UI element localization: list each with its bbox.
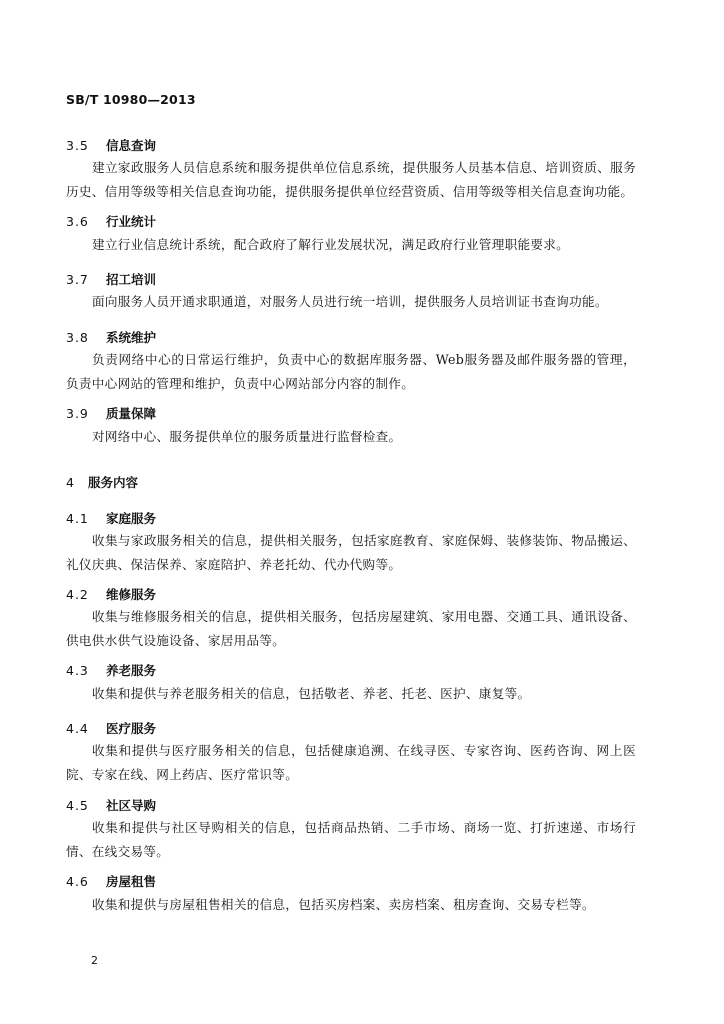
section-title: 行业统计 xyxy=(106,214,157,229)
section-number: 4.1 xyxy=(66,511,89,526)
section-body-3-6: 建立行业信息统计系统，配合政府了解行业发展状况，满足政府行业管理职能要求。 xyxy=(92,237,570,252)
section-number: 4.2 xyxy=(66,587,89,602)
section-heading-4-2 xyxy=(66,585,156,603)
section-body-3-5: 建立家政服务人员信息系统和服务提供单位信息系统，提供服务人员基本信息、培训资质、服务历史、信用等级等相关信息查询功能，提供服务提供单位经营资质、信用等级等相关信息查询功能。 xyxy=(66,160,636,199)
section-body-4-2: 收集与维修服务相关的信息，提供相关服务，包括房屋建筑、家用电器、交通工具、通讯设备、供电供水供气设施设备、家居用品等。 xyxy=(66,609,636,648)
section-number: 4 xyxy=(66,475,75,490)
section-title: 家庭服务 xyxy=(106,511,157,526)
section-number: 3.6 xyxy=(66,214,89,229)
section-title: 养老服务 xyxy=(106,663,157,678)
section-number: 4.5 xyxy=(66,798,89,813)
section-heading-3-9 xyxy=(66,404,156,422)
section-number: 3.7 xyxy=(66,272,89,287)
section-heading-3-6 xyxy=(66,212,156,230)
section-title: 医疗服务 xyxy=(106,721,157,736)
section-body-3-8: 负责网络中心的日常运行维护，负责中心的数据库服务器、Web服务器及邮件服务器的管理，负责中心网站的管理和维护，负责中心网站部分内容的制作。 xyxy=(66,352,636,391)
section-title: 服务内容 xyxy=(88,475,139,490)
section-body-4-5: 收集和提供与社区导购相关的信息，包括商品热销、二手市场、商场一览、打折速递、市场行情、在线交易等。 xyxy=(66,820,636,859)
section-title: 信息查询 xyxy=(106,138,157,153)
section-number: 4.4 xyxy=(66,721,89,736)
section-title: 维修服务 xyxy=(106,587,157,602)
section-number: 4.6 xyxy=(66,874,89,889)
section-title: 房屋租售 xyxy=(106,874,157,889)
section-body-3-7: 面向服务人员开通求职通道，对服务人员进行统一培训，提供服务人员培训证书查询功能。 xyxy=(92,294,608,309)
section-heading-4-6 xyxy=(66,872,156,890)
section-body-4-3: 收集和提供与养老服务相关的信息，包括敬老、养老、托老、医护、康复等。 xyxy=(92,686,531,701)
section-title: 系统维护 xyxy=(106,330,157,345)
section-number: 3.9 xyxy=(66,406,89,421)
section-heading-4-4 xyxy=(66,719,156,737)
section-title: 质量保障 xyxy=(106,406,157,421)
section-number: 4.3 xyxy=(66,663,89,678)
section-number: 3.8 xyxy=(66,330,89,345)
section-number: 3.5 xyxy=(66,138,89,153)
section-heading-4-3 xyxy=(66,661,156,679)
section-title: 社区导购 xyxy=(106,798,157,813)
section-body-4-1: 收集与家政服务相关的信息，提供相关服务，包括家庭教育、家庭保姆、装修装饰、物品搬运、礼仪庆典、保洁保养、家庭陪护、养老托幼、代办代购等。 xyxy=(66,533,636,572)
section-heading-3-8 xyxy=(66,328,156,346)
chapter-heading-4 xyxy=(66,473,138,491)
section-body-4-6: 收集和提供与房屋租售相关的信息，包括买房档案、卖房档案、租房查询、交易专栏等。 xyxy=(92,897,595,912)
page-number: 2 xyxy=(91,954,98,967)
section-body-4-4: 收集和提供与医疗服务相关的信息，包括健康追溯、在线寻医、专家咨询、医药咨询、网上医院、专家在线、网上药店、医疗常识等。 xyxy=(66,743,636,782)
section-heading-3-5 xyxy=(66,136,156,154)
section-body-3-9: 对网络中心、服务提供单位的服务质量进行监督检查。 xyxy=(92,429,402,444)
document-code: SB/T 10980—2013 xyxy=(66,92,196,107)
section-title: 招工培训 xyxy=(106,272,157,287)
section-heading-3-7 xyxy=(66,270,156,288)
section-heading-4-5 xyxy=(66,796,156,814)
section-heading-4-1 xyxy=(66,509,156,527)
